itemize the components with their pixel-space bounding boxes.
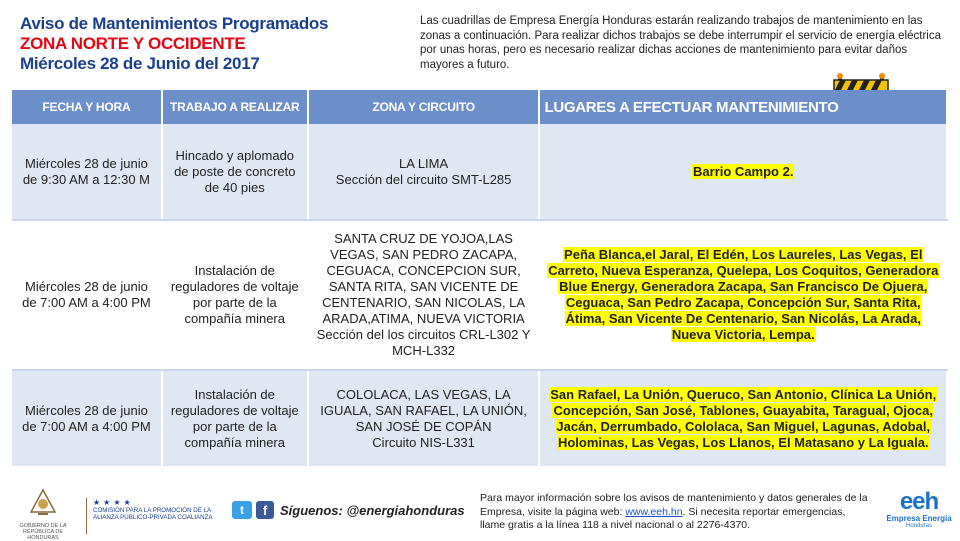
cell-trabajo: Hincado y aplomado de poste de concreto de 40 pies — [162, 124, 308, 220]
col-header-trabajo: TRABAJO A REALIZAR — [162, 90, 308, 124]
col-header-fecha: FECHA Y HORA — [12, 90, 162, 124]
website-link[interactable]: www.eeh.hn — [625, 505, 683, 518]
col-header-lugares: LUGARES A EFECTUAR MANTENIMIENTO — [539, 90, 947, 124]
more-info-text — [480, 492, 870, 533]
zone-title: ZONA NORTE Y OCCIDENTE — [20, 34, 246, 53]
date-title: Miércoles 28 de Junio del 2017 — [20, 54, 260, 73]
table-header-row — [12, 90, 947, 124]
info-pre: Para mayor información sobre los avisos de mantenimiento y datos generales de la Empresa, visite la página web: — [480, 492, 868, 518]
col-header-zona: ZONA Y CIRCUITO — [308, 90, 540, 124]
cell-zona — [308, 220, 540, 370]
twitter-icon[interactable]: t — [232, 501, 252, 519]
cell-trabajo: Instalación de reguladores de voltaje por parte de la compañía minera — [162, 220, 308, 370]
intro-text: Las cuadrillas de Empresa Energía Honduras estarán realizando trabajos de mantenimiento en las zonas a continuación. Para realizar dichos trabajos se debe interrumpir el servicio de energía eléctrica por unas horas, pero es necesario realizar dichas acciones de mantenimiento para evitar daños mayores a futuro. — [420, 15, 941, 71]
zona-text: SANTA CRUZ DE YOJOA,LAS VEGAS, SAN PEDRO ZACAPA, CEGUACA, CONCEPCION SUR, SANTA RITA, SAN VICENTE DE CENTENARIO, SAN NICOLAS, LA ARADA,ATIMA, NUEVA VICTORIA — [322, 231, 526, 326]
page-title: Aviso de Mantenimientos Programados — [20, 14, 329, 33]
zona-text: COLOLACA, LAS VEGAS, LA IGUALA, SAN RAFAEL, LA UNIÓN, SAN JOSÉ DE COPÁN — [320, 386, 527, 434]
cell-zona — [308, 124, 540, 220]
cell-fecha: Miércoles 28 de junio de 7:00 AM a 4:00 PM — [12, 220, 162, 370]
facebook-icon[interactable]: f — [256, 501, 274, 519]
cell-lugares — [539, 124, 947, 220]
maintenance-table — [12, 90, 948, 466]
footer — [0, 484, 960, 540]
lugares-text: Barrio Campo 2. — [693, 163, 794, 179]
cell-zona — [308, 370, 540, 466]
government-logo — [8, 488, 78, 541]
coat-of-arms-icon — [28, 488, 58, 516]
cell-lugares — [539, 370, 947, 466]
eeh-country: Honduras — [905, 523, 932, 529]
header — [20, 14, 400, 74]
cell-fecha: Miércoles 28 de junio de 7:00 AM a 4:00 PM — [12, 370, 162, 466]
info-post: . Si necesita reportar emergencias, llame gratis a la línea 118 a nivel nacional o al 2276-4370. — [480, 505, 846, 531]
lugares-text: Peña Blanca,el Jaral, El Edén, Los Laureles, Las Vegas, El Carreto, Nueva Esperanza, Quelepa, Los Coquitos, Generadora Blue Energy, Generadora Zacapa, San Francisco De Ojuera, Ceguaca, San Pedro Zacapa, Concepción Sur, Santa Rita, Átima, San Vicente De Centenario, San Nicolás, La Arada, Nueva Victoria, Lempa. — [548, 247, 939, 342]
lugares-text: San Rafael, La Unión, Queruco, San Antonio, Clínica La Unión, Concepción, San José, Tablones, Guayabita, Taragual, Ojoca, Jacán, Derrumbado, Cololaca, San Miguel, Lagunas, Adobal, Holominas, Las Vegas, Los Llanos, El Matasano y La Iguala. — [550, 386, 937, 450]
table-row — [12, 124, 947, 220]
coalianza-logo — [86, 498, 226, 534]
circuito-text: Sección del los circuitos CRL-L302 Y MCH-L332 — [316, 327, 531, 358]
eeh-name: Empresa Energía — [886, 514, 952, 523]
commission-text: COMISIÓN PARA LA PROMOCIÓN DE LA ALIANZA PÚBLICO-PRIVADA COALIANZA — [93, 507, 213, 521]
social-links — [232, 500, 465, 520]
zona-text: LA LIMA — [399, 155, 449, 171]
social-handle: Síguenos: @energiahonduras — [280, 502, 465, 518]
circuito-text: Sección del circuito SMT-L285 — [335, 171, 512, 187]
table-row — [12, 220, 947, 370]
gov-text: GOBIERNO DE LA REPÚBLICA DE HONDURAS — [19, 523, 67, 541]
cell-trabajo: Instalación de reguladores de voltaje por parte de la compañía minera — [162, 370, 308, 466]
table-row — [12, 370, 947, 466]
eeh-logo — [884, 484, 954, 540]
cell-lugares — [539, 220, 947, 370]
stars-icon: ★★★★ — [93, 498, 134, 507]
cell-fecha: Miércoles 28 de junio de 9:30 AM a 12:30 M — [12, 124, 162, 220]
circuito-text: Circuito NIS-L331 — [372, 434, 475, 450]
eeh-logo-text: eeh — [899, 488, 939, 515]
